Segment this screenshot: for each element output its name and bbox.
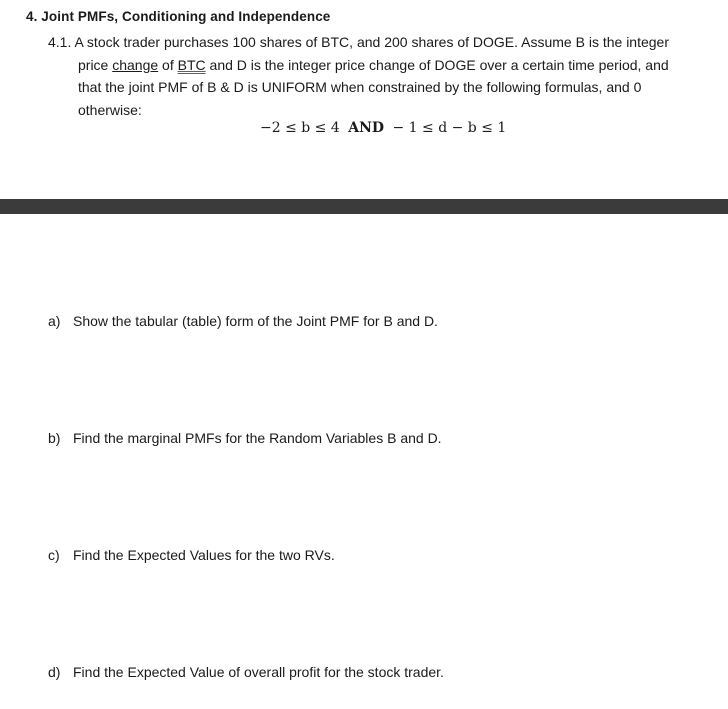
problem-number: 4.1. (48, 34, 72, 50)
problem-text-1: A stock trader purchases 100 shares of BTC, and 200 shares of DOGE. Assume B is the integer (71, 34, 669, 50)
problem-text-2-pre: price (78, 56, 113, 73)
question-d-text: Find the Expected Value of overall profit for the stock trader. (73, 664, 444, 680)
problem-text-2-of: of (158, 56, 178, 73)
formula-d-range: − 1 ≤ d − b ≤ 1 (392, 120, 507, 136)
problem-line-3: that the joint PMF of B & D is UNIFORM when constrained by the following formulas, and 0 (78, 79, 642, 95)
question-b-letter: b) (48, 430, 61, 446)
problem-statement (48, 31, 698, 121)
constraint-formula (260, 120, 506, 136)
question-d-letter: d) (48, 664, 61, 680)
word-change-underlined: change (112, 56, 159, 73)
question-a (48, 313, 438, 329)
question-a-text: Show the tabular (table) form of the Joint PMF for B and D. (73, 313, 438, 329)
problem-line-4: otherwise: (78, 101, 142, 118)
formula-b-range: −2 ≤ b ≤ 4 (260, 120, 340, 136)
question-c-text: Find the Expected Values for the two RVs. (73, 547, 335, 563)
section-heading: 4. Joint PMFs, Conditioning and Independence (26, 9, 331, 24)
question-b (48, 430, 442, 446)
page-divider (0, 199, 728, 214)
problem-line-1 (48, 31, 698, 54)
question-c-letter: c) (48, 547, 60, 563)
question-d (48, 664, 444, 680)
formula-and: AND (348, 120, 385, 136)
problem-text-2-post: and D is the integer price change of DOGE over a certain time period, and (205, 56, 669, 73)
question-b-text: Find the marginal PMFs for the Random Variables B and D. (73, 430, 442, 446)
question-c (48, 547, 335, 563)
word-btc-underlined: BTC (177, 56, 206, 73)
problem-line-2 (48, 54, 698, 77)
question-a-letter: a) (48, 313, 61, 329)
